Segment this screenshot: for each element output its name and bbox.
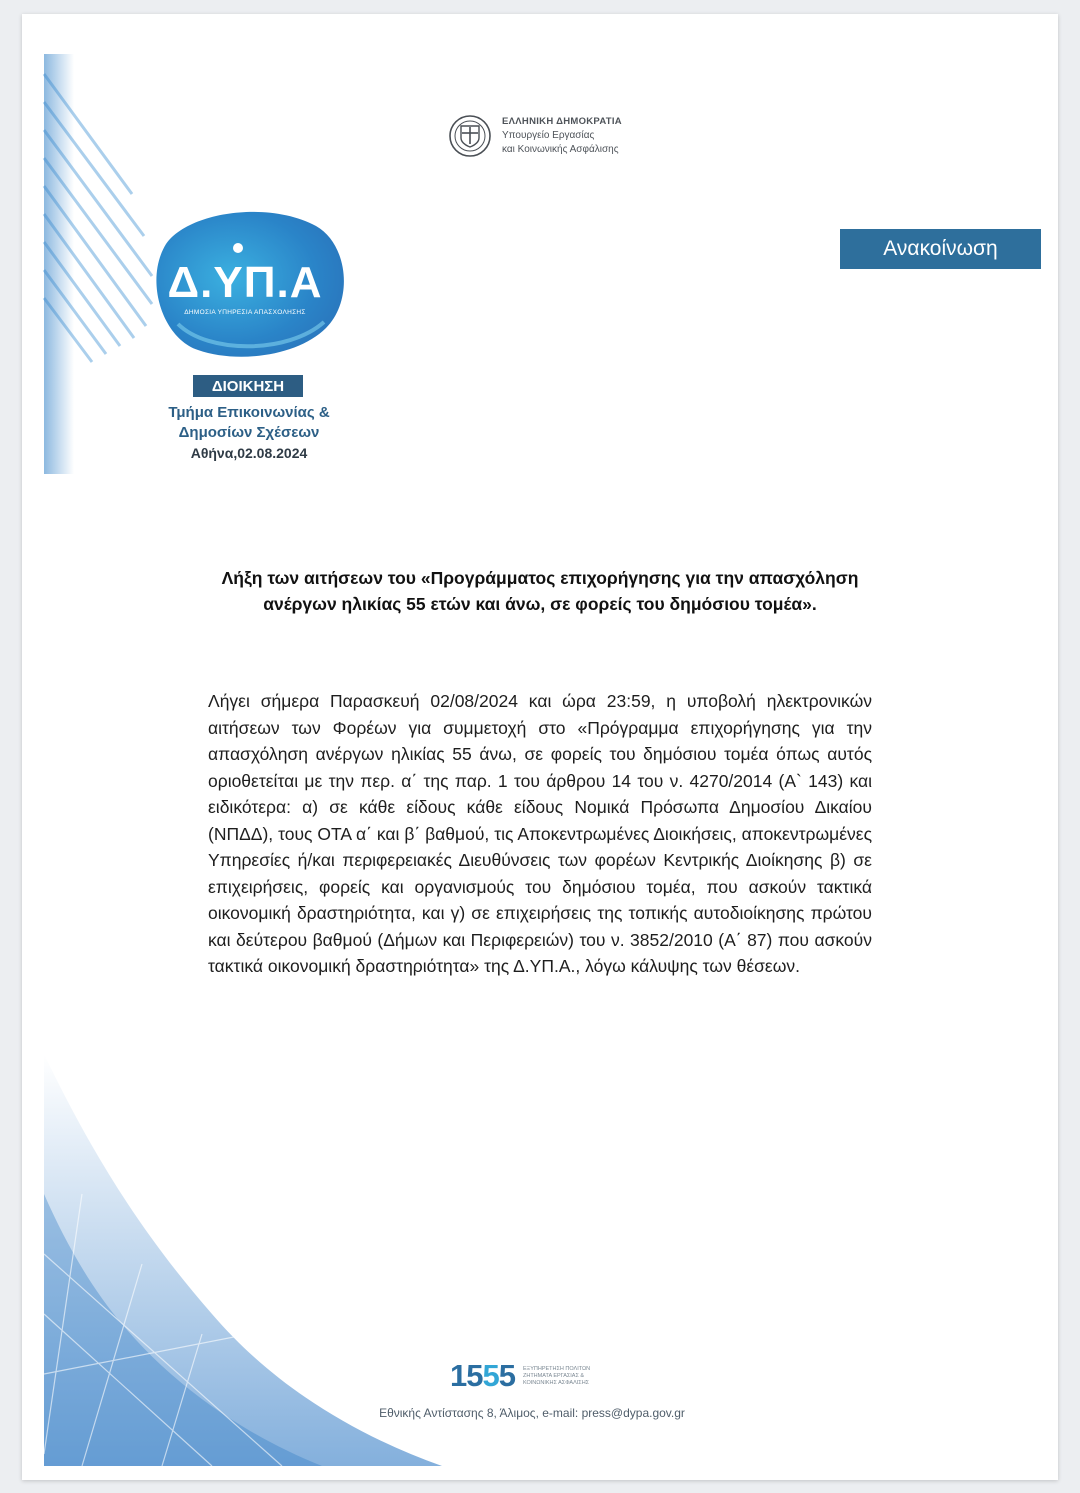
department-badge: ΔΙΟΙΚΗΣΗ bbox=[193, 375, 303, 397]
logo-wordmark: Δ.ΥΠ.Α bbox=[167, 258, 323, 307]
announcement-tag: Ανακοίνωση bbox=[840, 229, 1041, 269]
greek-coat-of-arms-icon bbox=[448, 114, 492, 158]
issue-date: Αθήνα,02.08.2024 bbox=[190, 445, 308, 461]
department-line-2: Δημοσίων Σχέσεων bbox=[178, 424, 320, 441]
ministry-line-1: ΕΛΛΗΝΙΚΗ ΔΗΜΟΚΡΑΤΙΑ bbox=[502, 116, 622, 127]
document-page bbox=[22, 14, 1058, 1480]
hotline-number: 1555 bbox=[450, 1358, 515, 1393]
logo-subtitle: ΔΗΜΟΣΙΑ ΥΠΗΡΕΣΙΑ ΑΠΑΣΧΟΛΗΣΗΣ bbox=[184, 309, 306, 316]
footer-address: Εθνικής Αντίστασης 8, Άλιμος, e-mail: press@dypa.gov.gr bbox=[379, 1406, 685, 1420]
department-line-1: Τμήμα Επικοινωνίας & bbox=[168, 404, 330, 421]
hotline-logo bbox=[450, 1358, 607, 1394]
hotline-caption: ΕΞΥΠΗΡΕΤΗΣΗ ΠΟΛΙΤΩΝ ΖΗΤΗΜΑΤΑ ΕΡΓΑΣΙΑΣ & ΚΟΙΝΩΝΙΚΗΣ ΑΣΦΑΛΙΣΗΣ bbox=[522, 1365, 591, 1386]
ministry-line-2: Υπουργείο Εργασίας bbox=[502, 130, 595, 141]
announcement-title: Λήξη των αιτήσεων του «Προγράμματος επιχορήγησης για την απασχόληση ανέργων ηλικίας 55 ετών και άνω, σε φορείς του δημόσιου τομέα». bbox=[221, 568, 859, 614]
announcement-body: Λήγει σήμερα Παρασκευή 02/08/2024 και ώρα 23:59, η υποβολή ηλεκτρονικών αιτήσεων των Φορέων για συμμετοχή στο «Πρόγραμμα επιχορήγησης για την απασχόληση ανέργων ηλικίας 55 άνω, σε φορείς του δημόσιου τομέα όπως αυτός οριοθετείται με την περ. α΄ της παρ. 1 του άρθρου 14 του ν. 4270/2014 (Α` 143) και ειδικότερα: α) σε κάθε είδους κάθε είδους Νομικά Πρόσωπα Δημοσίου Δικαίου (ΝΠΔΔ), τους ΟΤΑ α΄ και β΄ βαθμού, τις Αποκεντρωμένες Διοικήσεις, αποκεντρωμένες Υπηρεσίες ή/και περιφερειακές Διευθύνσεις των φορέων Κεντρικής Διοίκησης β) σε επιχειρήσεις, φορείς και οργανισμούς του δημόσιου τομέα, που ασκούν τακτικά οικονομική δραστηριότητα, και γ) σε επιχειρήσεις της τοπικής αυτοδιοίκησης πρώτου και δεύτερου βαθμού (Δήμων και Περιφερειών) του ν. 3852/2010 (Α΄ 87) που ασκούν τακτικά οικονομική δραστηριότητα» της Δ.ΥΠ.Α., λόγω κάλυψης των θέσεων. bbox=[208, 691, 872, 976]
logo-person-icon bbox=[233, 243, 243, 253]
ministry-line-3: και Κοινωνικής Ασφάλισης bbox=[502, 144, 619, 155]
ministry-header bbox=[448, 114, 622, 158]
department-block bbox=[142, 403, 356, 463]
left-edge-gradient bbox=[44, 54, 74, 474]
